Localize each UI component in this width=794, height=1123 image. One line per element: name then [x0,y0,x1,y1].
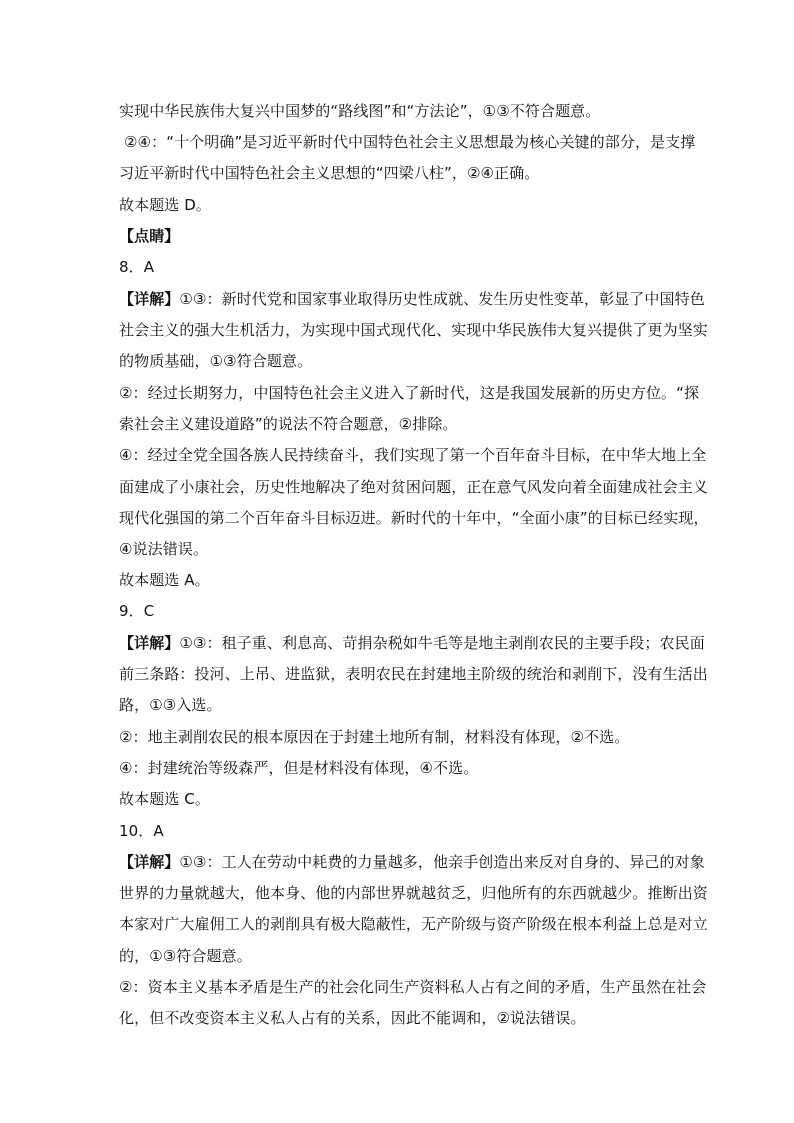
question-number: 8．A [119,258,155,276]
section-label: 【详解】 [119,634,180,652]
text-line: ④：封建统治等级森严，但是材料没有体现，④不选。 [119,759,479,777]
text-line: 故本题选 D。 [119,196,212,214]
section-label: 【点睛】 [119,227,180,245]
text-line: 现代化强国的第二个百年奋斗目标迈进。新时代的十年中，“全面小康”的目标已经实现， [119,509,709,527]
text-line: ④说法错误。 [119,540,209,558]
text-line: ②④：“十个明确”是习近平新时代中国特色社会主义思想最为核心关键的部分，是支撑 [124,133,696,151]
section-label: 【详解】 [119,853,180,871]
section-label: 【详解】 [119,290,180,308]
text-line: ②：地主剥削农民的根本原因在于封建土地所有制，材料没有体现，②不选。 [119,728,630,746]
text-line: ②：经过长期努力，中国特色社会主义进入了新时代，这是我国发展新的历史方位。“探 [119,384,700,402]
question-number: 10．A [119,822,164,840]
text-line: 【详解】①③：工人在劳动中耗费的力量越多，他亲手创造出来反对自身的、异己的对象 [119,853,705,871]
text-line: 社会主义的强大生机活力，为实现中国式现代化、实现中华民族伟大复兴提供了更为坚实 [119,321,708,339]
text-line: 前三条路：投河、上吊、进监狱，表明农民在封建地主阶级的统治和剥削下，没有生活出 [119,665,708,683]
text-line: 的，①③符合题意。 [119,947,252,965]
text-line: 路，①③入选。 [119,696,222,714]
text-line: 习近平新时代中国特色社会主义思想的“四梁八柱”，②④正确。 [119,164,540,182]
text-line: 【详解】①③：租子重、利息高、苛捐杂税如牛毛等是地主剥削农民的主要手段；农民面 [119,634,705,652]
text-line: 的物质基础，①③符合题意。 [119,352,313,370]
text-line: 故本题选 A。 [119,571,210,589]
text-line: 故本题选 C。 [119,790,210,808]
text-line: ④：经过全党全国各族人民持续奋斗，我们实现了第一个百年奋斗目标，在中华大地上全 [119,446,707,464]
text-line: 化，但不改变资本主义私人占有的关系，因此不能调和，②说法错误。 [119,1009,586,1027]
text-line: ②：资本主义基本矛盾是生产的社会化同生产资料私人占有之间的矛盾，生产虽然在社会 [119,978,707,996]
text-line: 实现中华民族伟大复兴中国梦的“路线图”和“方法论”，①③不符合题意。 [119,102,601,120]
text-line: 本家对广大雇佣工人的剥削具有极大隐蔽性，无产阶级与资产阶级在根本利益上总是对立 [119,915,708,933]
text-line: 面建成了小康社会，历史性地解决了绝对贫困问题，正在意气风发向着全面建成社会主义 [119,478,708,496]
text-line: 世界的力量就越大，他本身、他的内部世界就越贫乏，归他所有的东西就越少。推断出资 [119,884,708,902]
text-line: 索社会主义建设道路”的说法不符合题意，②排除。 [119,415,458,433]
text-line: 【详解】①③：新时代党和国家事业取得历史性成就、发生历史性变革，彰显了中国特色 [119,290,705,308]
question-number: 9．C [119,602,155,620]
